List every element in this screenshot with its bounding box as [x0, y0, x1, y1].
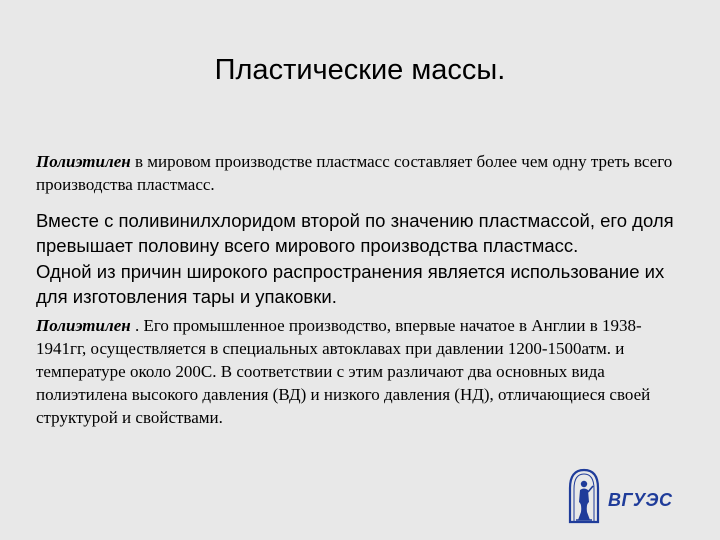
paragraph-polyethylene-share [36, 150, 684, 196]
university-logo [564, 466, 674, 526]
paragraph-text: в мировом производстве пластмасс составляет более чем одну треть всего производства пластмасс. [36, 152, 673, 194]
university-emblem-icon [564, 466, 604, 526]
paragraph-packaging-use: Одной из причин широкого распространения является использование их для изготовления тары и упаковки. [36, 261, 665, 307]
slide-title: Пластические массы. [214, 54, 506, 86]
paragraph-industrial-production [36, 314, 684, 429]
term-polyethylene: Полиэтилен [36, 152, 131, 171]
paragraph-text: . Его промышленное производство, впервые начатое в Англии в 1938-1941гг, осуществляется в специальных автоклавах при давлении 1200-1500атм. и температуре около 200С. В соответствии с этим различают два основных вида полиэтилена высокого давления (ВД) и низкого давления (НД), отличающиеся своей структурой и свойствами. [36, 316, 651, 427]
term-polyethylene: Полиэтилен [36, 316, 131, 335]
paragraph-pvc-comparison: Вместе с поливинилхлоридом второй по значению пластмассой, его доля превышает половину всего мирового производства пластмасс. [36, 210, 674, 256]
logo-text: ВГУЭС [608, 490, 673, 510]
